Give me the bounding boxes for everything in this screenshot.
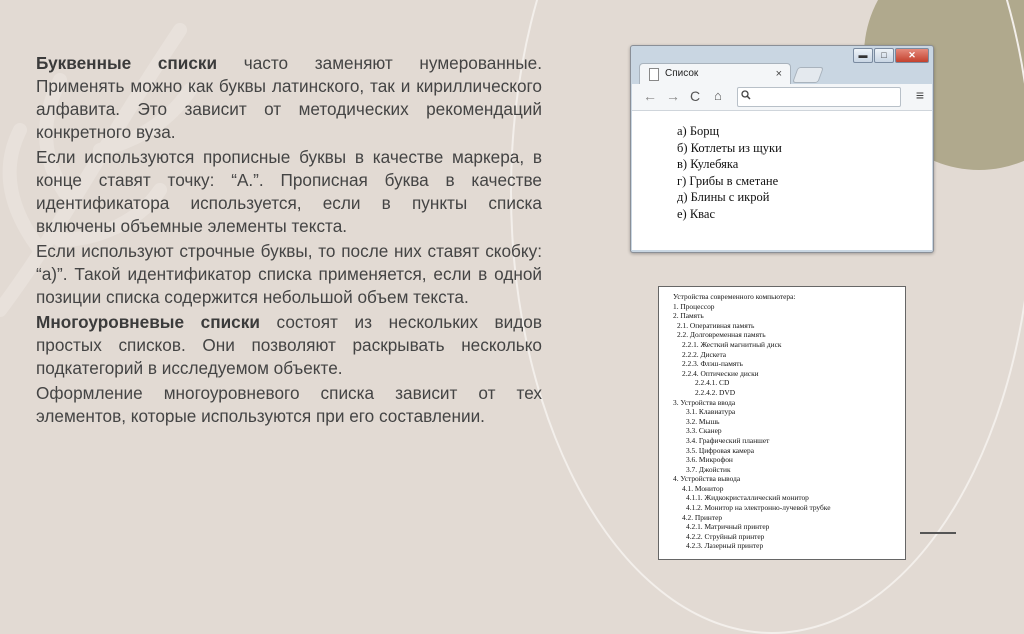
paragraph-uppercase (36, 146, 542, 238)
term-multilevel-lists: Многоуровневые списки (36, 312, 260, 332)
outline-item: 2.2.1. Жесткий магнитный диск (682, 339, 782, 349)
maximize-button[interactable]: □ (874, 48, 894, 63)
term-letter-lists: Буквенные списки (36, 53, 218, 73)
outline-item: 3.3. Сканер (686, 426, 722, 436)
outline-item: 4.2.1. Матричный принтер (686, 522, 770, 532)
outline-item: 3.6. Микрофон (686, 455, 733, 465)
outline-item: 4.2. Принтер (682, 512, 723, 522)
outline-item: 2.2.2. Дискета (682, 349, 727, 359)
multilevel-list-document (658, 286, 906, 560)
list-item: е) Квас (677, 206, 716, 221)
outline-item: 4.1. Монитор (682, 483, 724, 493)
outline-item: 3.1. Клавиатура (686, 407, 736, 417)
outline-item: 4. Устройства вывода (673, 474, 741, 484)
list-item: д) Блины с икрой (677, 190, 770, 204)
outline-item: 2.1. Оперативная память (677, 320, 755, 330)
paragraph-lowercase (36, 240, 542, 309)
outline-item: 4.2.2. Струйный принтер (686, 531, 765, 541)
paragraph-text: Если используют строчные буквы, то после них ставят скобку: “a)”. Такой идентификатор списка применяется, если в одной позиции списка содержится небольшой объем текста. (36, 241, 542, 307)
tab-close-icon[interactable]: × (775, 68, 782, 80)
paragraph-text: часто заменяют нумерованные. Применять можно как буквы латинского, так и кириллического алфавита. Это зависит от методических рекомендаций конкретного вуза. (36, 53, 542, 142)
outline-item: 1. Процессор (673, 301, 715, 311)
outline-item: 4.1.2. Монитор на электронно-лучевой трубке (686, 503, 831, 513)
paragraph-text: Если используются прописные буквы в качестве маркера, в конце ставят точку: “A.”. Прописная буква в качестве идентификатора используется, если в пункты списка включены объемные элементы текста. (36, 147, 542, 236)
outline-item: 2.2.4. Оптические диски (682, 368, 759, 378)
list-item: а) Борщ (677, 124, 720, 138)
decorative-line (920, 532, 956, 534)
outline-item: 2.2. Долговременная память (677, 330, 766, 340)
back-arrow-icon[interactable]: ← (643, 88, 657, 104)
menu-icon[interactable]: ≡ (915, 87, 924, 103)
address-bar[interactable] (737, 87, 901, 107)
close-button[interactable]: ✕ (895, 48, 929, 63)
outline-item: 2.2.4.2. DVD (695, 387, 736, 397)
browser-window (630, 45, 934, 253)
outline-item: 3.7. Джойстик (686, 464, 731, 474)
window-controls (853, 48, 929, 63)
paragraph-text: состоят из нескольких видов простых списков. Они позволяют раскрывать несколько подкатегорий в исследуемом объекте. (36, 312, 542, 378)
list-item: г) Грибы в сметане (677, 173, 779, 188)
outline-item: 2. Память (673, 311, 704, 321)
browser-toolbar (632, 84, 932, 111)
paragraph-text: Оформление многоуровневого списка зависит от тех элементов, которые используются при его составлении. (36, 383, 542, 426)
list-item: б) Котлеты из щуки (677, 140, 782, 155)
outline-item: 4.1.1. Жидкокристаллический монитор (686, 493, 809, 503)
outline-item: 4.2.3. Лазерный принтер (686, 541, 764, 551)
page-icon (649, 68, 659, 81)
outline-item: 3.4. Графический планшет (686, 435, 770, 445)
outline-item: 3. Устройства ввода (673, 397, 736, 407)
paragraph-letter-lists (36, 52, 542, 144)
browser-tab[interactable] (639, 63, 791, 84)
outline-item: Устройства современного компьютера: (673, 292, 796, 301)
lettered-list (677, 123, 782, 222)
outline-item: 2.2.3. Флэш-память (682, 359, 743, 369)
tab-title: Список (665, 68, 699, 79)
forward-arrow-icon[interactable]: → (666, 88, 680, 104)
new-tab-button[interactable] (792, 67, 824, 83)
outline-item: 3.2. Мышь (686, 416, 720, 426)
outline-item: 3.5. Цифровая камера (686, 445, 755, 455)
list-item: в) Кулебяка (677, 157, 739, 171)
minimize-button[interactable]: ▬ (853, 48, 873, 63)
search-icon (741, 90, 751, 100)
paragraph-multilevel (36, 311, 542, 380)
reload-icon[interactable]: C (690, 88, 701, 104)
paragraph-formatting (36, 382, 542, 428)
slide-text (36, 52, 542, 430)
home-icon[interactable]: ⌂ (714, 88, 722, 103)
outline-item: 2.2.4.1. CD (695, 378, 730, 388)
browser-viewport (632, 111, 932, 250)
multilevel-list (659, 287, 905, 551)
